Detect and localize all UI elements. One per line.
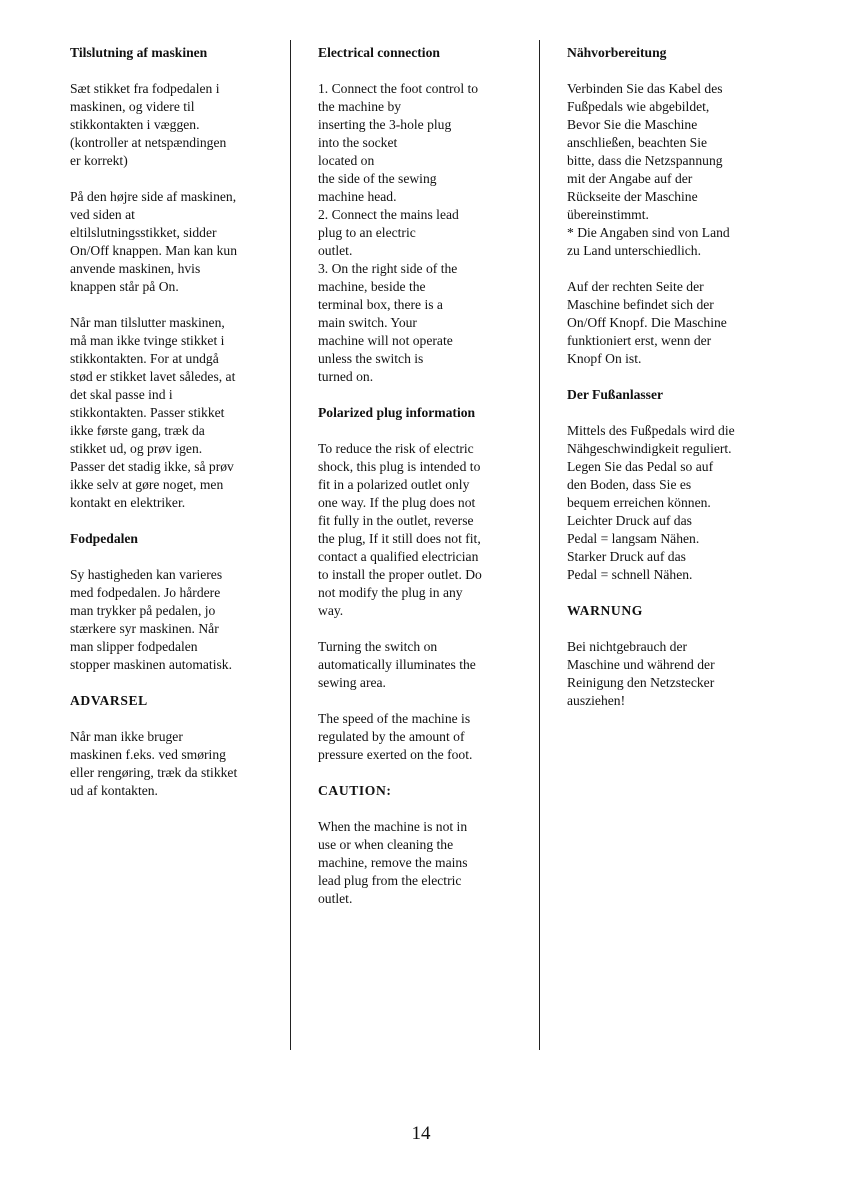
danish-paragraph-pedal: Sy hastigheden kan varieres med fodpedalen. Jo hårdere man trykker på pedalen, jo stærkere syr maskinen. Når man slipper fodpedalen stopper maskinen automatisk. [70,567,232,672]
page-number: 14 [411,1123,431,1144]
danish-heading-warning: ADVARSEL [70,693,148,708]
german-paragraph-switch: Auf der rechten Seite der Maschine befindet sich der On/Off Knopf. Die Maschine funktioniert erst, wenn der Knopf On ist. [567,279,727,366]
german-heading-pedal: Der Fußanlasser [567,387,664,402]
english-paragraph-light: Turning the switch on automatically illuminates the sewing area. [318,639,476,690]
german-column [567,44,782,728]
list-item: 3. On the right side of the machine, beside the terminal box, there is a main switch. Your machine will not operate unless the switch is turned on. [318,261,458,384]
danish-paragraph-warning: Når man ikke bruger maskinen f.eks. ved smøring eller rengøring, træk da stikket ud af kontakten. [70,729,238,798]
german-heading-preparation: Nähvorbereitung [567,45,667,60]
german-heading-warning: WARNUNG [567,603,643,618]
german-paragraph-cable: Verbinden Sie das Kabel des Fußpedals wie abgebildet, Bevor Sie die Maschine anschließen, beachten Sie bitte, dass die Netzspannung mit der Angabe auf der Rückseite der Maschine übereinstimmt. * Die Angaben sind von Land zu Land unterschiedlich. [567,81,730,258]
danish-heading-connection: Tilslutning af maskinen [70,45,208,60]
column-divider-left [290,40,291,1050]
german-paragraph-warning: Bei nichtgebrauch der Maschine und während der Reinigung den Netzstecker ausziehen! [567,639,715,708]
english-column [318,44,530,926]
english-paragraph-caution: When the machine is not in use or when cleaning the machine, remove the mains lead plug from the electric outlet. [318,819,468,906]
english-paragraph-polarized: To reduce the risk of electric shock, this plug is intended to fit in a polarized outlet only one way. If the plug does not fit fully in the outlet, reverse the plug, If it still does not fit, contact a qualified electrician to install the proper outlet. Do not modify the plug in any way. [318,441,482,618]
english-heading-polarized: Polarized plug information [318,405,476,420]
english-heading-caution: CAUTION: [318,783,392,798]
english-paragraph-speed: The speed of the machine is regulated by the amount of pressure exerted on the foot. [318,711,473,762]
danish-heading-pedal: Fodpedalen [70,531,138,546]
german-paragraph-pedal: Mittels des Fußpedals wird die Nähgeschwindigkeit reguliert. Legen Sie das Pedal so auf den Boden, dass Sie es bequem erreichen können. Leichter Druck auf das Pedal = langsam Nähen. Starker Druck auf das Pedal = schnell Nähen. [567,423,735,582]
danish-paragraph-polarized: Når man tilslutter maskinen, må man ikke tvinge stikket i stikkontakten. For at undgå stød er stikket lavet således, at det skal passe ind i stikkontakten. Passer stikket ikke første gang, træk da stikket ud, og prøv igen. Passer det stadig ikke, så prøv ikke selv at gøre noget, men kontakt en elektriker. [70,315,236,510]
list-item: 1. Connect the foot control to the machine by inserting the 3-hole plug into the socket located on the side of the sewing machine head. [318,81,479,204]
english-steps-list [318,80,530,386]
danish-column [70,44,282,818]
column-divider-right [539,40,540,1050]
danish-paragraph-switch: På den højre side af maskinen, ved siden at eltilslutningsstikket, sidder On/Off knappen. Man kan kun anvende maskinen, hvis knappen står på On. [70,189,237,294]
danish-paragraph-plug: Sæt stikket fra fodpedalen i maskinen, og videre til stikkontakten i væggen. (kontroller at netspændingen er korrekt) [70,81,227,168]
list-item: 2. Connect the mains lead plug to an electric outlet. [318,207,459,258]
english-heading-connection: Electrical connection [318,45,440,60]
